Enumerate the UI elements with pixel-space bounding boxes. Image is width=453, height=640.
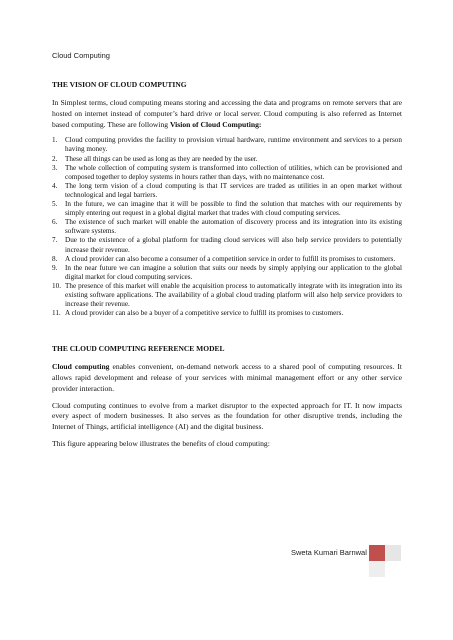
list-item-text: The long term vision of a cloud computing is that IT services are traded as utilities in an open market without technological and legal barriers. bbox=[65, 181, 402, 199]
list-item bbox=[52, 255, 402, 264]
reference-paragraph-1-bold: Cloud computing bbox=[52, 362, 110, 372]
list-item-text: The presence of this market will enable the acquisition process to automatically integrate with its integration into its existing software applications. The availability of a global cloud trading platform will also help service providers to increase their revenue. bbox=[65, 281, 402, 309]
list-item bbox=[52, 218, 402, 236]
list-item-number: 1. bbox=[52, 136, 58, 145]
list-item bbox=[52, 164, 402, 182]
list-item-text: Due to the existence of a global platform for trading cloud services will also help service providers to potentially increase their revenue. bbox=[65, 236, 402, 254]
list-item bbox=[52, 264, 402, 282]
list-item-text: A cloud provider can also be a buyer of a competitive service to fulfill its promises to customers. bbox=[65, 309, 344, 318]
reference-paragraph-1-text: enables convenient, on-demand network access to a shared pool of computing resources. It allows rapid development and release of your services with minimal management effort or any other service provider interaction. bbox=[52, 362, 402, 393]
list-item-number: 2. bbox=[52, 154, 58, 163]
reference-paragraph-1 bbox=[52, 362, 402, 394]
footer-gray-square bbox=[369, 561, 385, 577]
page-header: Cloud Computing bbox=[52, 51, 110, 60]
vision-intro-text: In Simplest terms, cloud computing means storing and accessing the data and programs on remote servers that are hosted on internet instead of computer’s hard drive or local server. Cloud computing is also referred as Internet based computing. These are following bbox=[52, 98, 402, 129]
list-item bbox=[52, 155, 402, 164]
list-item-number: 7. bbox=[52, 236, 58, 245]
footer-accent-square bbox=[369, 545, 385, 561]
list-item-text: A cloud provider can also become a consumer of a competition service in order to fulfill its promises to customers. bbox=[65, 254, 396, 263]
section-heading-vision: THE VISION OF CLOUD COMPUTING bbox=[52, 80, 187, 89]
list-item-text: These all things can be used as long as they are needed by the user. bbox=[65, 154, 258, 163]
list-item-number: 4. bbox=[52, 181, 58, 190]
page-content bbox=[52, 80, 402, 450]
list-item-text: Cloud computing provides the facility to provision virtual hardware, runtime environment and services to a person having money. bbox=[65, 136, 402, 154]
list-item bbox=[52, 136, 402, 154]
list-item-text: In the near future we can imagine a solution that suits our needs by simply applying our application to the global digital market for cloud computing services. bbox=[65, 263, 402, 281]
list-item bbox=[52, 182, 402, 200]
list-item-text: The whole collection of computing system is transformed into collection of utilities, which can be provisioned and composed together to deploy systems in hours rather than days, with no maintenance cost. bbox=[65, 163, 402, 181]
list-item-number: 6. bbox=[52, 218, 58, 227]
footer-gray-square bbox=[385, 545, 401, 561]
section-heading-reference-model: THE CLOUD COMPUTING REFERENCE MODEL bbox=[52, 344, 225, 354]
reference-paragraph-3: This figure appearing below illustrates the benefits of cloud computing: bbox=[52, 439, 270, 449]
list-item bbox=[52, 236, 402, 254]
list-item bbox=[52, 200, 402, 218]
vision-intro-bold: Vision of Cloud Computing: bbox=[169, 119, 262, 129]
list-item-text: In the future, we can imagine that it will be possible to find the solution that matches with our requirements by simply entering out request in a global digital market that trades with cloud computing services. bbox=[65, 200, 402, 218]
list-item bbox=[52, 282, 402, 309]
vision-intro-paragraph bbox=[52, 98, 402, 130]
list-item-number: 5. bbox=[52, 200, 58, 209]
list-item bbox=[52, 309, 402, 318]
list-item-text: The existence of such market will enable the automation of discovery process and its integration into its existing software systems. bbox=[65, 218, 402, 236]
list-item-number: 10. bbox=[52, 281, 61, 290]
list-item-number: 3. bbox=[52, 163, 58, 172]
reference-paragraph-2: Cloud computing continues to evolve from a market disruptor to the expected approach for IT. It now impacts every aspect of modern businesses. It also serves as the foundation for other disruptive trends, including the Internet of Things, artificial intelligence (AI) and the digital business. bbox=[52, 400, 402, 432]
list-item-number: 8. bbox=[52, 254, 58, 263]
vision-list bbox=[52, 136, 402, 318]
list-item-number: 11. bbox=[52, 309, 61, 318]
footer-author: Sweta Kumari Barnwal bbox=[291, 548, 367, 557]
list-item-number: 9. bbox=[52, 263, 58, 272]
